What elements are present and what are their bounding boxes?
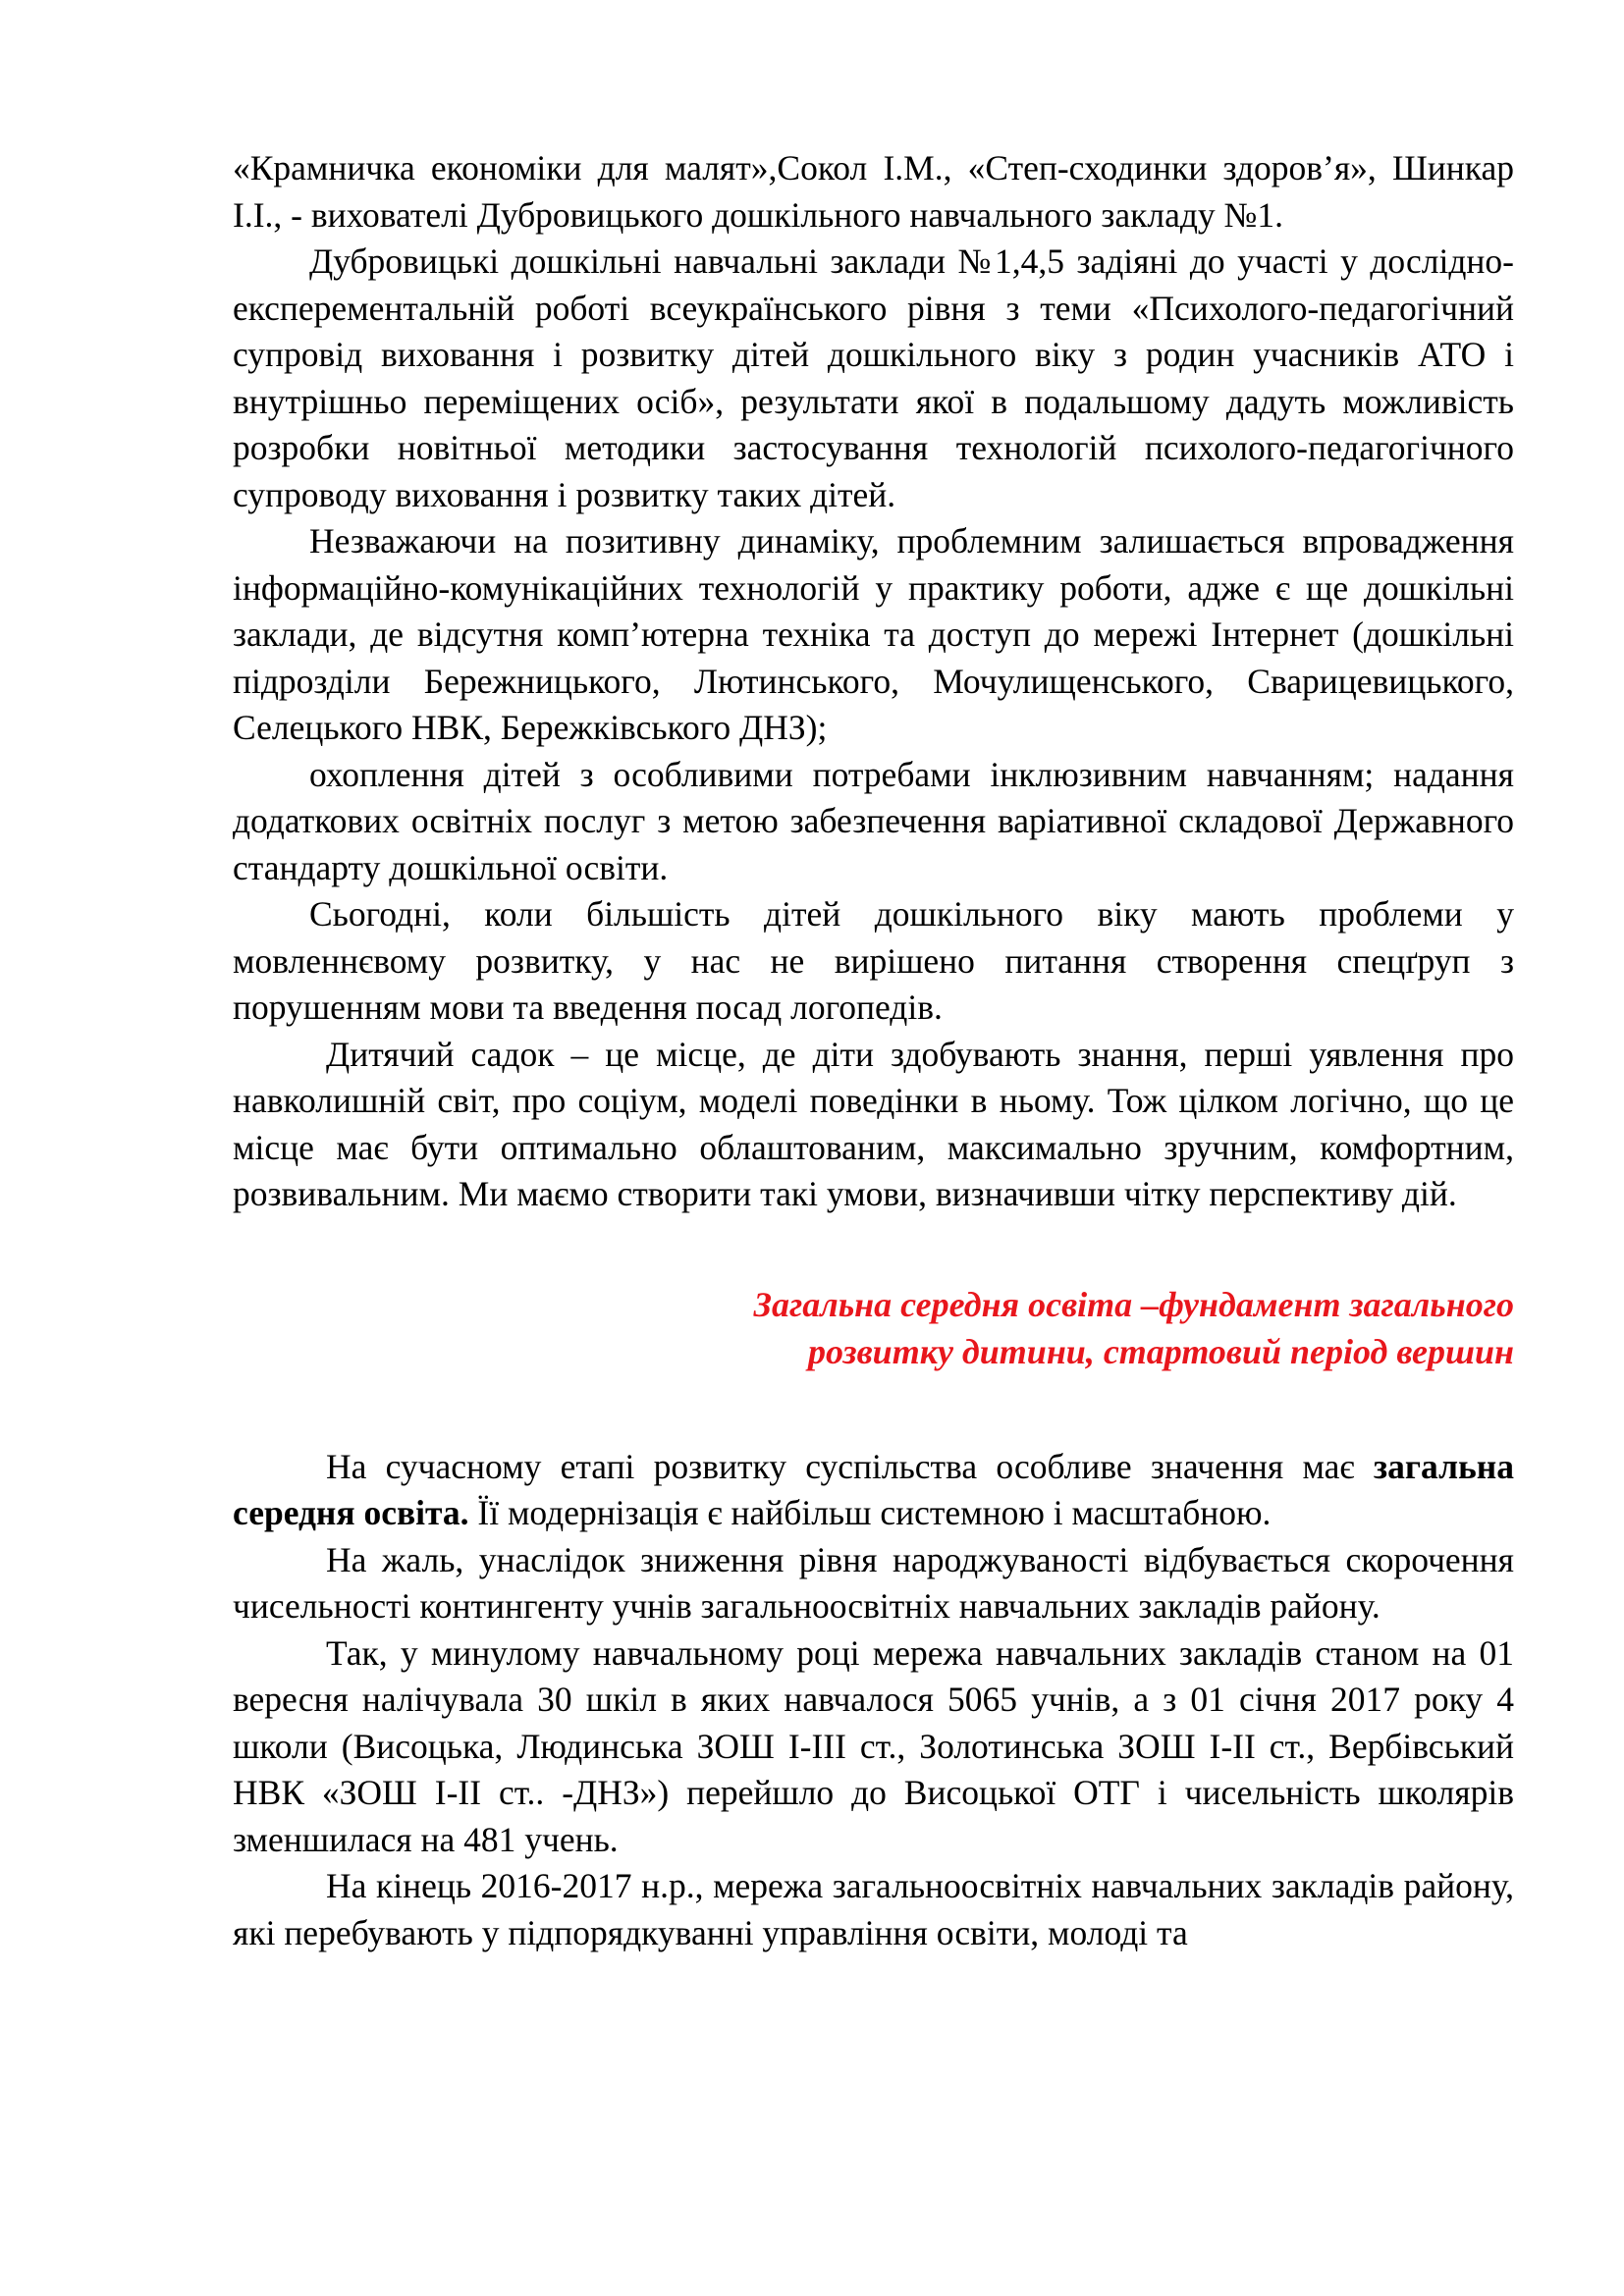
section-heading-line-1: Загальна середня освіта –фундамент загального <box>753 1284 1514 1324</box>
paragraph-7-bold: загальна середня освіта. <box>233 1446 1514 1532</box>
paragraph-6: Дитячий садок – це місце, де діти здобувають знання, перші уявлення про навколишній світ, про соціум, моделі поведінки в ньому. Тож цілком логічно, що це місце має бути оптимально облаштованим, максимально зручним, комфортним, розвивальним. Ми маємо створити такі умови, визначивши чітку перспективу дій. <box>233 1034 1514 1213</box>
section-heading-line-2: розвитку дитини, стартовий період вершин <box>808 1331 1514 1371</box>
paragraph-7-start: На сучасному етапі розвитку суспільства особливе значення має <box>326 1446 1374 1486</box>
paragraph-8: На жаль, унаслідок зниження рівня народжуваності відбувається скорочення чисельності контингенту учнів загальноосвітніх навчальних закладів району. <box>233 1539 1514 1626</box>
section-heading <box>233 1281 1514 1375</box>
document-page <box>233 145 1514 1956</box>
paragraph-10: На кінець 2016-2017 н.р., мережа загальноосвітніх навчальних закладів району, які перебувають у підпорядкуванні управління освіти, молоді та <box>233 1866 1514 1952</box>
paragraph-3: Незважаючи на позитивну динаміку, проблемним залишається впровадження інформаційно-комунікаційних технологій у практику роботи, адже є ще дошкільні заклади, де відсутня комп’ютерна техніка та доступ до мережі Інтернет (дошкільні підрозділи Бережницького, Лютинського, Мочулищенського, Сварицевицького, Селецького НВК, Бережківського ДНЗ); <box>233 521 1514 747</box>
paragraph-7 <box>233 1444 1514 1537</box>
paragraph-7-end: Її модернізація є найбільш системною і масштабною. <box>468 1493 1272 1532</box>
paragraph-2: Дубровицькі дошкільні навчальні заклади №1,4,5 задіяні до участі у дослідно-експерементальній роботі всеукраїнського рівня з теми «Психолого-педагогічний супровід виховання і розвитку дітей дошкільного віку з родин учасників АТО і внутрішньо переміщених осіб», результати якої в подальшому дадуть можливість розробки новітньої методики застосування технологій психолого-педагогічного супроводу виховання і розвитку таких дітей. <box>233 241 1514 514</box>
paragraph-9: Так, у минулому навчальному році мережа навчальних закладів станом на 01 вересня налічувала 30 шкіл в яких навчалося 5065 учнів, а з 01 січня 2017 року 4 школи (Висоцька, Людинська ЗОШ І-ІІІ ст., Золотинська ЗОШ І-ІІ ст., Вербівський НВК «ЗОШ І-ІІ ст.. -ДНЗ») перейшло до Висоцької ОТГ і чисельність школярів зменшилася на 481 учень. <box>233 1632 1514 1859</box>
paragraph-5: Сьогодні, коли більшість дітей дошкільного віку мають проблеми у мовленнєвому розвитку, у нас не вирішено питання створення спецґруп з порушенням мови та введення посад логопедів. <box>233 894 1514 1027</box>
paragraph-4: охоплення дітей з особливими потребами інклюзивним навчанням; надання додаткових освітніх послуг з метою забезпечення варіативної складової Державного стандарту дошкільної освіти. <box>233 754 1514 887</box>
paragraph-1: «Крамничка економіки для малят»,Сокол І.М., «Степ-сходинки здоров’я», Шинкар І.І., - вихователі Дубровицького дошкільного навчального закладу №1. <box>233 148 1514 235</box>
